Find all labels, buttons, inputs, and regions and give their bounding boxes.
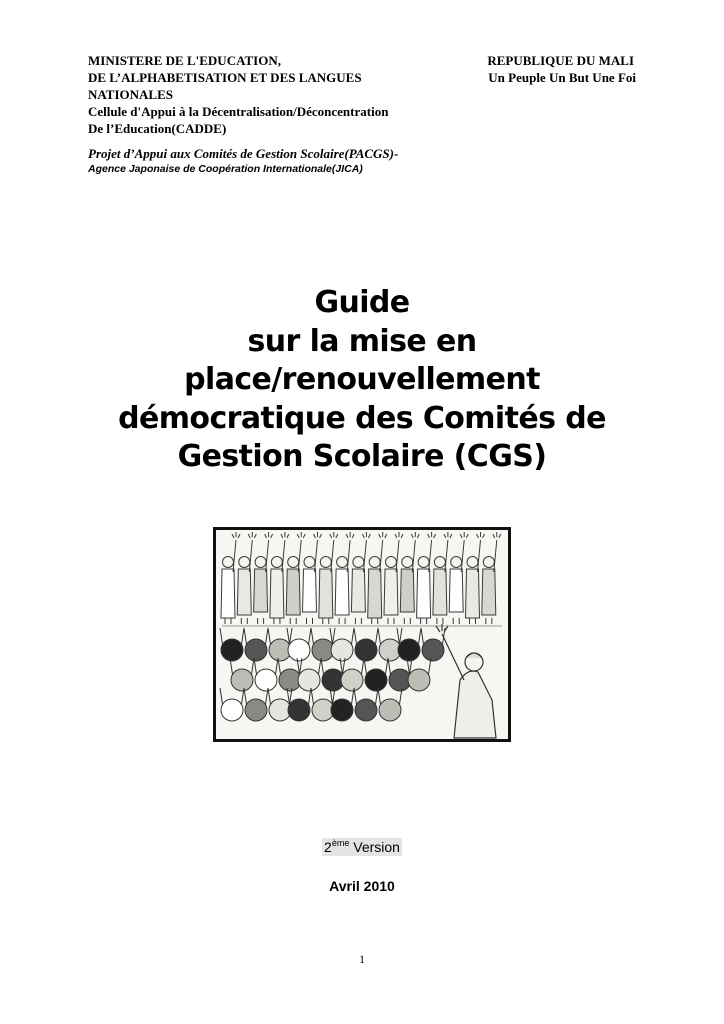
title-line: place/renouvellement <box>184 362 540 397</box>
title-line: Guide <box>314 285 410 320</box>
national-motto: Un Peuple Un But Une Foi <box>488 70 636 85</box>
ministry-line: De l’Education(CADDE) <box>88 121 227 136</box>
document-title <box>40 284 684 477</box>
ministry-line: Cellule d'Appui à la Décentralisation/Déconcentration <box>88 104 389 119</box>
publication-date: Avril 2010 <box>329 878 395 894</box>
version-number: 2 <box>324 839 332 855</box>
project-name: Projet d’Appui aux Comités de Gestion Scolaire(PACGS)- <box>88 146 399 161</box>
agency-name: Agence Japonaise de Coopération Internationale(JICA) <box>88 163 363 175</box>
ministry-line: MINISTERE DE L'EDUCATION, <box>88 53 281 68</box>
title-line: Gestion Scolaire (CGS) <box>177 439 547 474</box>
page-number: 1 <box>359 952 365 966</box>
ministry-line: DE L’ALPHABETISATION ET DES LANGUES <box>88 70 362 85</box>
illustration-drawing <box>216 530 508 739</box>
ministry-header <box>88 52 458 177</box>
title-line: démocratique des Comités de <box>118 400 606 436</box>
version-label <box>0 838 724 855</box>
ministry-line: NATIONALES <box>88 87 174 102</box>
vote-illustration <box>213 527 511 742</box>
version-word: Version <box>353 839 400 855</box>
version-suffix: ème <box>331 838 350 848</box>
republic-name: REPUBLIQUE DU MALI <box>487 53 634 68</box>
title-line: sur la mise en <box>247 323 477 359</box>
republic-header <box>487 52 636 86</box>
